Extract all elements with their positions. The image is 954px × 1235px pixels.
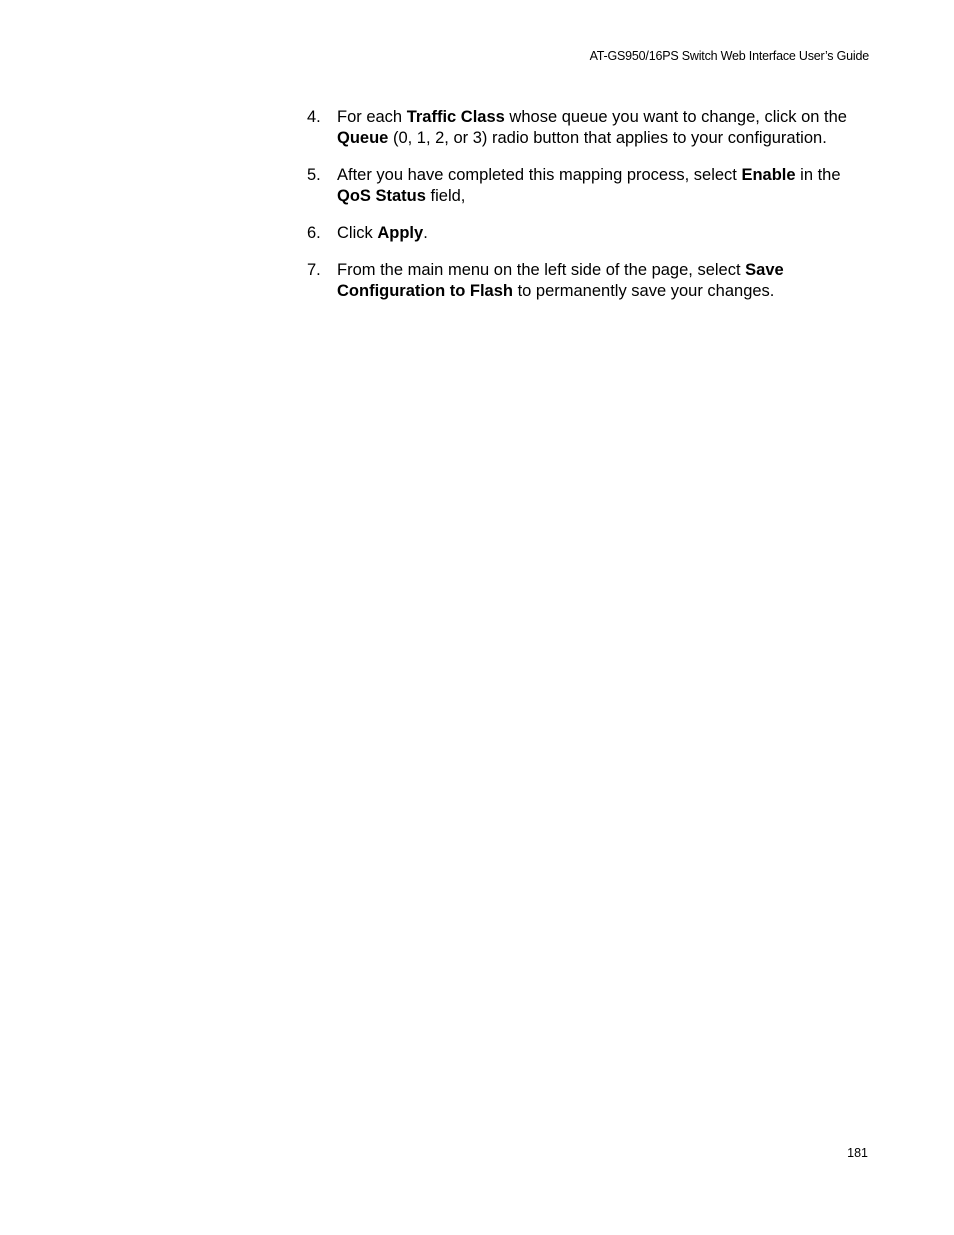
step-text-part: Click: [337, 224, 378, 242]
step-text: [337, 260, 877, 302]
step-4: [307, 107, 877, 149]
step-text-part: whose queue you want to change, click on the: [504, 108, 847, 126]
step-text: [337, 223, 877, 244]
step-text: [337, 107, 877, 149]
step-text: [337, 165, 877, 207]
step-text-part: (0, 1, 2, or 3) radio button that applies to your configuration.: [388, 129, 827, 147]
step-text-part: field,: [425, 187, 466, 205]
step-text-part: From the main menu on the left side of the page, select: [337, 261, 746, 279]
ui-term-qos-status: QoS Status: [337, 187, 426, 205]
instruction-steps: [307, 107, 877, 318]
step-5: [307, 165, 877, 207]
step-text-part: in the: [795, 166, 841, 184]
ui-term-apply: Apply: [377, 224, 424, 242]
step-number: 6.: [307, 224, 321, 242]
ui-term-queue: Queue: [337, 129, 389, 147]
ui-term-save-configuration-to-flash: Save Configuration to Flash: [337, 261, 784, 300]
step-number: 5.: [307, 166, 321, 184]
step-7: [307, 260, 877, 302]
running-header: AT-GS950/16PS Switch Web Interface User’s Guide: [589, 49, 869, 63]
step-text-part: to permanently save your changes.: [512, 282, 775, 300]
ui-term-traffic-class: Traffic Class: [406, 108, 505, 126]
step-text-part: After you have completed this mapping process, select: [337, 166, 742, 184]
page-number: 181: [847, 1146, 868, 1160]
step-text-part: .: [423, 224, 428, 242]
step-6: [307, 223, 877, 244]
ui-term-enable: Enable: [741, 166, 796, 184]
step-text-part: For each: [337, 108, 407, 126]
step-number: 4.: [307, 108, 321, 126]
step-number: 7.: [307, 261, 321, 279]
